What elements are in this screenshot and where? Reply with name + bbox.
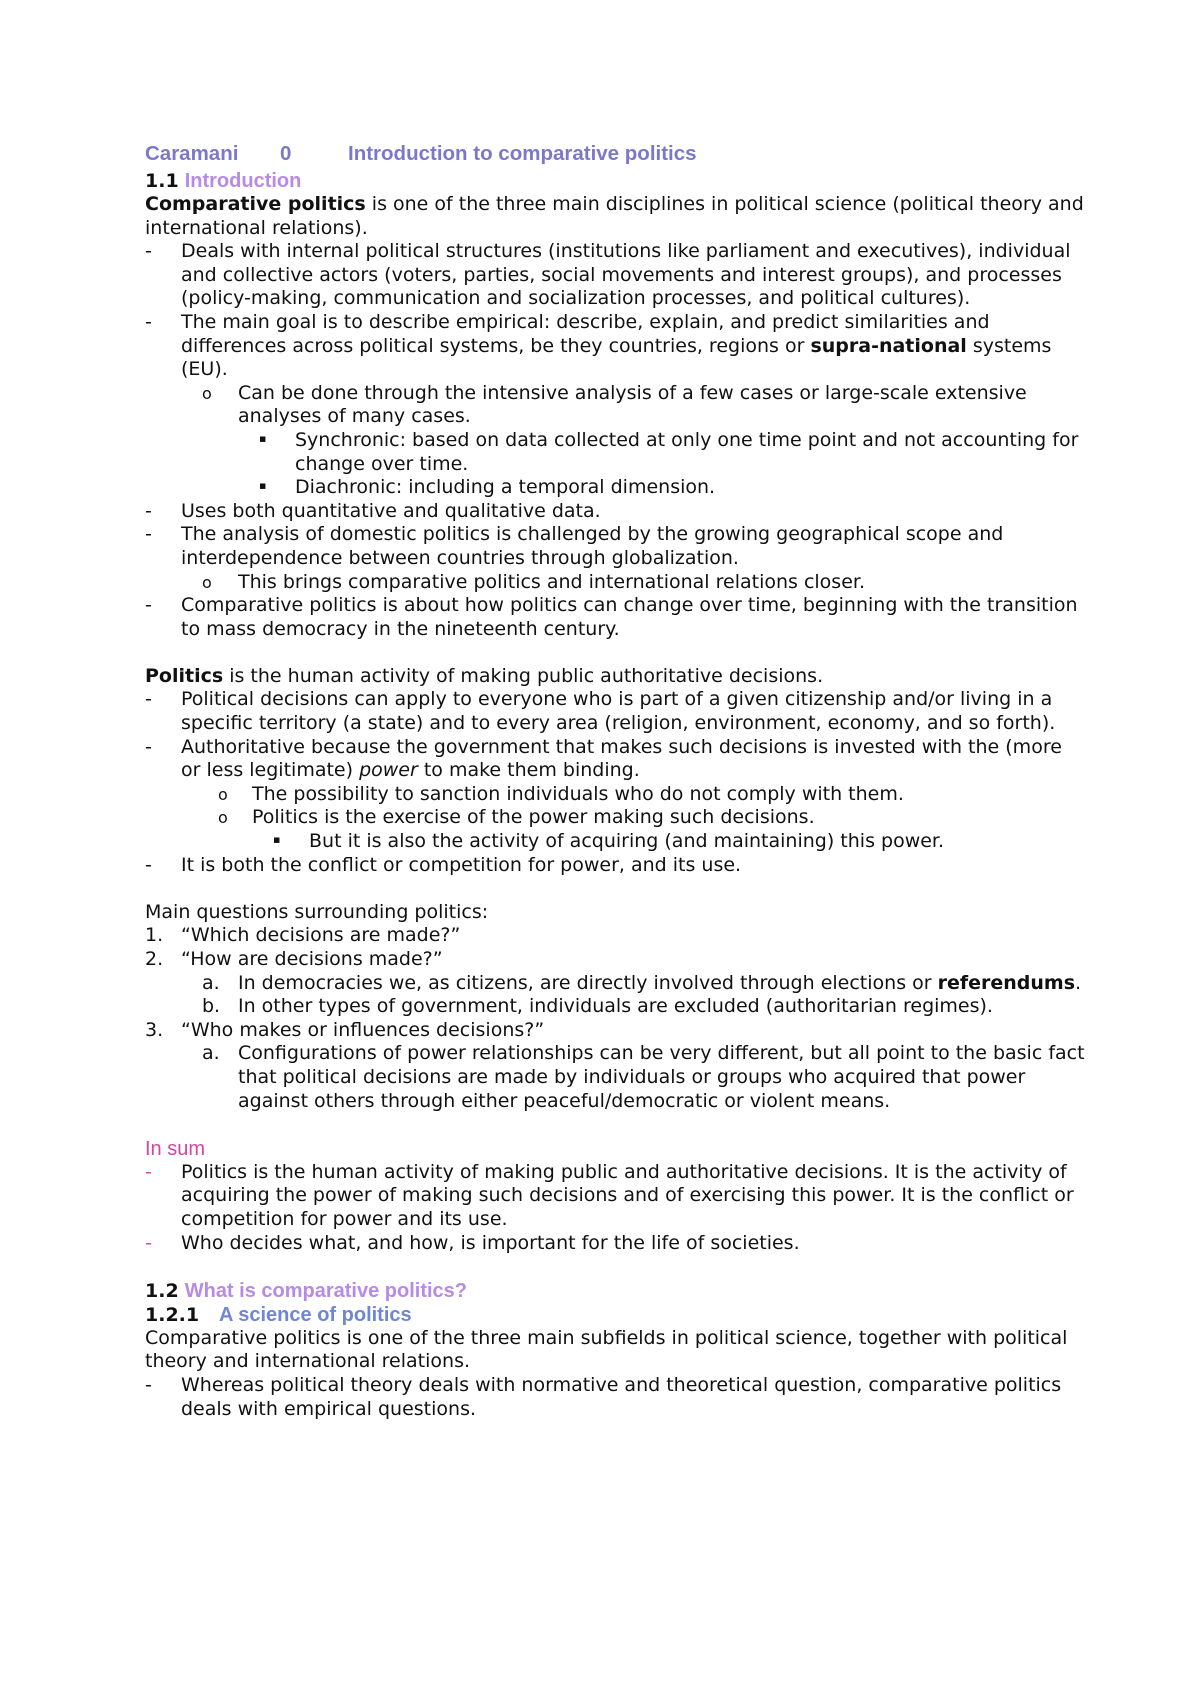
paragraph-subfields: Comparative politics is one of the three main subfields in political science, together with political theory and international relations.	[145, 1326, 1068, 1373]
list-item-text: Authoritative because the government that makes such decisions is invested with the (more or less legitimate) power to make them binding.	[181, 735, 1062, 782]
lettered-item	[145, 995, 1085, 1019]
subsection-title: A science of politics	[219, 1303, 412, 1326]
list-item	[145, 240, 1085, 311]
list-item-text: Whereas political theory deals with normative and theoretical question, comparative politics deals with empirical questions.	[181, 1373, 1062, 1420]
list-item	[145, 1374, 1085, 1421]
square-bullet-icon: ▪	[259, 431, 267, 445]
dash-marker: -	[145, 688, 152, 711]
number-marker: 2.	[145, 948, 164, 970]
list-item-text: The analysis of domestic politics is challenged by the growing geographical scope and interdependence between countries through globalization.	[181, 523, 1004, 569]
list-item	[145, 783, 1085, 807]
list-item-text: In democracies we, as citizens, are directly involved through elections or referendums.	[238, 971, 1082, 994]
list-item-text: Politics is the exercise of the power making such decisions.	[252, 806, 815, 829]
list-item-text: Who decides what, and how, is important for the life of societies.	[181, 1231, 800, 1254]
summary-item	[145, 1232, 1085, 1256]
dash-marker: -	[145, 240, 152, 263]
dash-marker: -	[145, 735, 152, 758]
number-marker: 3.	[145, 1018, 164, 1041]
list-item-text: The possibility to sanction individuals who do not comply with them.	[252, 782, 904, 805]
list-item-text: Political decisions can apply to everyone who is part of a given citizenship and/or living in a specific territory (a state) and to every area (religion, environment, economy, and so forth).	[181, 688, 1056, 735]
list-item	[145, 854, 1085, 878]
circle-bullet-icon: o	[202, 383, 212, 403]
term-comparative-politics: Comparative politics	[145, 193, 366, 215]
dash-marker: -	[145, 523, 152, 546]
lettered-item	[145, 972, 1085, 996]
list-item-text: The main goal is to describe empirical: describe, explain, and predict similarities and differences across political systems, be they countries, regions or supra-national systems (EU).	[181, 310, 1052, 381]
section-number: 1.1	[145, 170, 179, 192]
list-item-text: In other types of government, individuals are excluded (authoritarian regimes).	[238, 995, 993, 1018]
section-title: Introduction	[184, 170, 302, 192]
list-item-text: “Who makes or influences decisions?”	[181, 1018, 545, 1041]
list-item	[145, 429, 1085, 476]
circle-bullet-icon: o	[218, 808, 228, 828]
paragraph-text: is one of the three main disciplines in political science (political theory and international relations).	[145, 193, 1084, 239]
list-item	[145, 476, 1085, 500]
list-item-text: Comparative politics is about how politics can change over time, beginning with the transition to mass democracy in the nineteenth century.	[181, 594, 1078, 640]
summary-item	[145, 1161, 1085, 1232]
list-item-text: Politics is the human activity of making public and authoritative decisions. It is the activity of acquiring the power of making such decisions and of exercising this power. It is the conflict or competition for power and its use.	[181, 1160, 1074, 1230]
list-item-text: Configurations of power relationships can be very different, but all point to the basic fact that political decisions are made by individuals or groups who acquired that power against others through either peaceful/democratic or violent means.	[238, 1042, 1085, 1112]
list-item-text: Diachronic: including a temporal dimension.	[295, 476, 716, 499]
dash-marker: -	[145, 853, 152, 876]
list-item-text: Synchronic: based on data collected at only one time point and not accounting for change over time.	[295, 428, 1079, 475]
list-item-text: But it is also the activity of acquiring (and maintaining) this power.	[309, 830, 945, 853]
list-item	[145, 311, 1085, 382]
dash-marker: -	[145, 499, 152, 522]
questions-intro: Main questions surrounding politics:	[145, 900, 489, 923]
section-number: 1.2	[145, 1279, 179, 1302]
list-item	[145, 736, 1085, 783]
list-item-text: “How are decisions made?”	[181, 948, 443, 970]
paragraph-comparative-politics	[145, 193, 1085, 240]
document-page	[145, 142, 1085, 1421]
list-item	[145, 571, 1085, 595]
list-item-text: Can be done through the intensive analysis of a few cases or large-scale extensive analyses of many cases.	[238, 381, 1027, 428]
square-bullet-icon: ▪	[273, 833, 281, 847]
section-heading-1-2	[145, 1279, 1085, 1303]
subsection-number: 1.2.1	[145, 1303, 200, 1326]
numbered-item	[145, 1019, 1085, 1043]
list-item-text: “Which decisions are made?”	[181, 924, 461, 947]
term-power: power	[359, 759, 418, 782]
circle-bullet-icon: o	[218, 784, 228, 804]
section-heading-1-1	[145, 169, 1085, 193]
list-item	[145, 523, 1085, 570]
dash-marker: -	[145, 1373, 152, 1396]
dash-marker: -	[145, 1231, 152, 1254]
in-sum-heading: In sum	[145, 1137, 206, 1160]
dash-marker: -	[145, 310, 152, 333]
list-item	[145, 594, 1085, 641]
square-bullet-icon: ▪	[259, 479, 267, 493]
list-item	[145, 382, 1085, 429]
paragraph-text: is the human activity of making public authoritative decisions.	[223, 664, 824, 687]
numbered-item	[145, 948, 1085, 972]
letter-marker: a.	[202, 971, 220, 994]
letter-marker: a.	[202, 1042, 220, 1065]
numbered-item	[145, 924, 1085, 948]
chapter-title: Introduction to comparative politics	[348, 142, 697, 165]
list-item-text: This brings comparative politics and international relations closer.	[238, 570, 865, 593]
chapter-author: Caramani	[145, 142, 239, 165]
lettered-item	[145, 1042, 1085, 1113]
term-politics: Politics	[145, 664, 224, 687]
number-marker: 1.	[145, 924, 164, 947]
list-item	[145, 806, 1085, 830]
chapter-heading	[145, 142, 1085, 166]
list-item	[145, 500, 1085, 524]
subsection-heading-1-2-1	[145, 1303, 1085, 1327]
dash-marker: -	[145, 594, 152, 617]
circle-bullet-icon: o	[202, 572, 212, 592]
paragraph-politics	[145, 665, 1085, 689]
list-item-text: Deals with internal political structures (institutions like parliament and executives), individual and collective actors (voters, parties, social movements and interest groups), and processes (policy-making, communication and socialization processes, and political cultures).	[181, 240, 1071, 310]
dash-marker: -	[145, 1160, 152, 1183]
chapter-number: 0	[280, 142, 292, 165]
term-referendums: referendums	[937, 971, 1076, 994]
letter-marker: b.	[202, 995, 221, 1018]
list-item	[145, 830, 1085, 854]
term-supra-national: supra-national	[810, 334, 967, 357]
list-item-text: It is both the conflict or competition for power, and its use.	[181, 853, 742, 876]
list-item	[145, 688, 1085, 735]
list-item-text: Uses both quantitative and qualitative data.	[181, 499, 601, 522]
section-title: What is comparative politics?	[184, 1279, 468, 1302]
